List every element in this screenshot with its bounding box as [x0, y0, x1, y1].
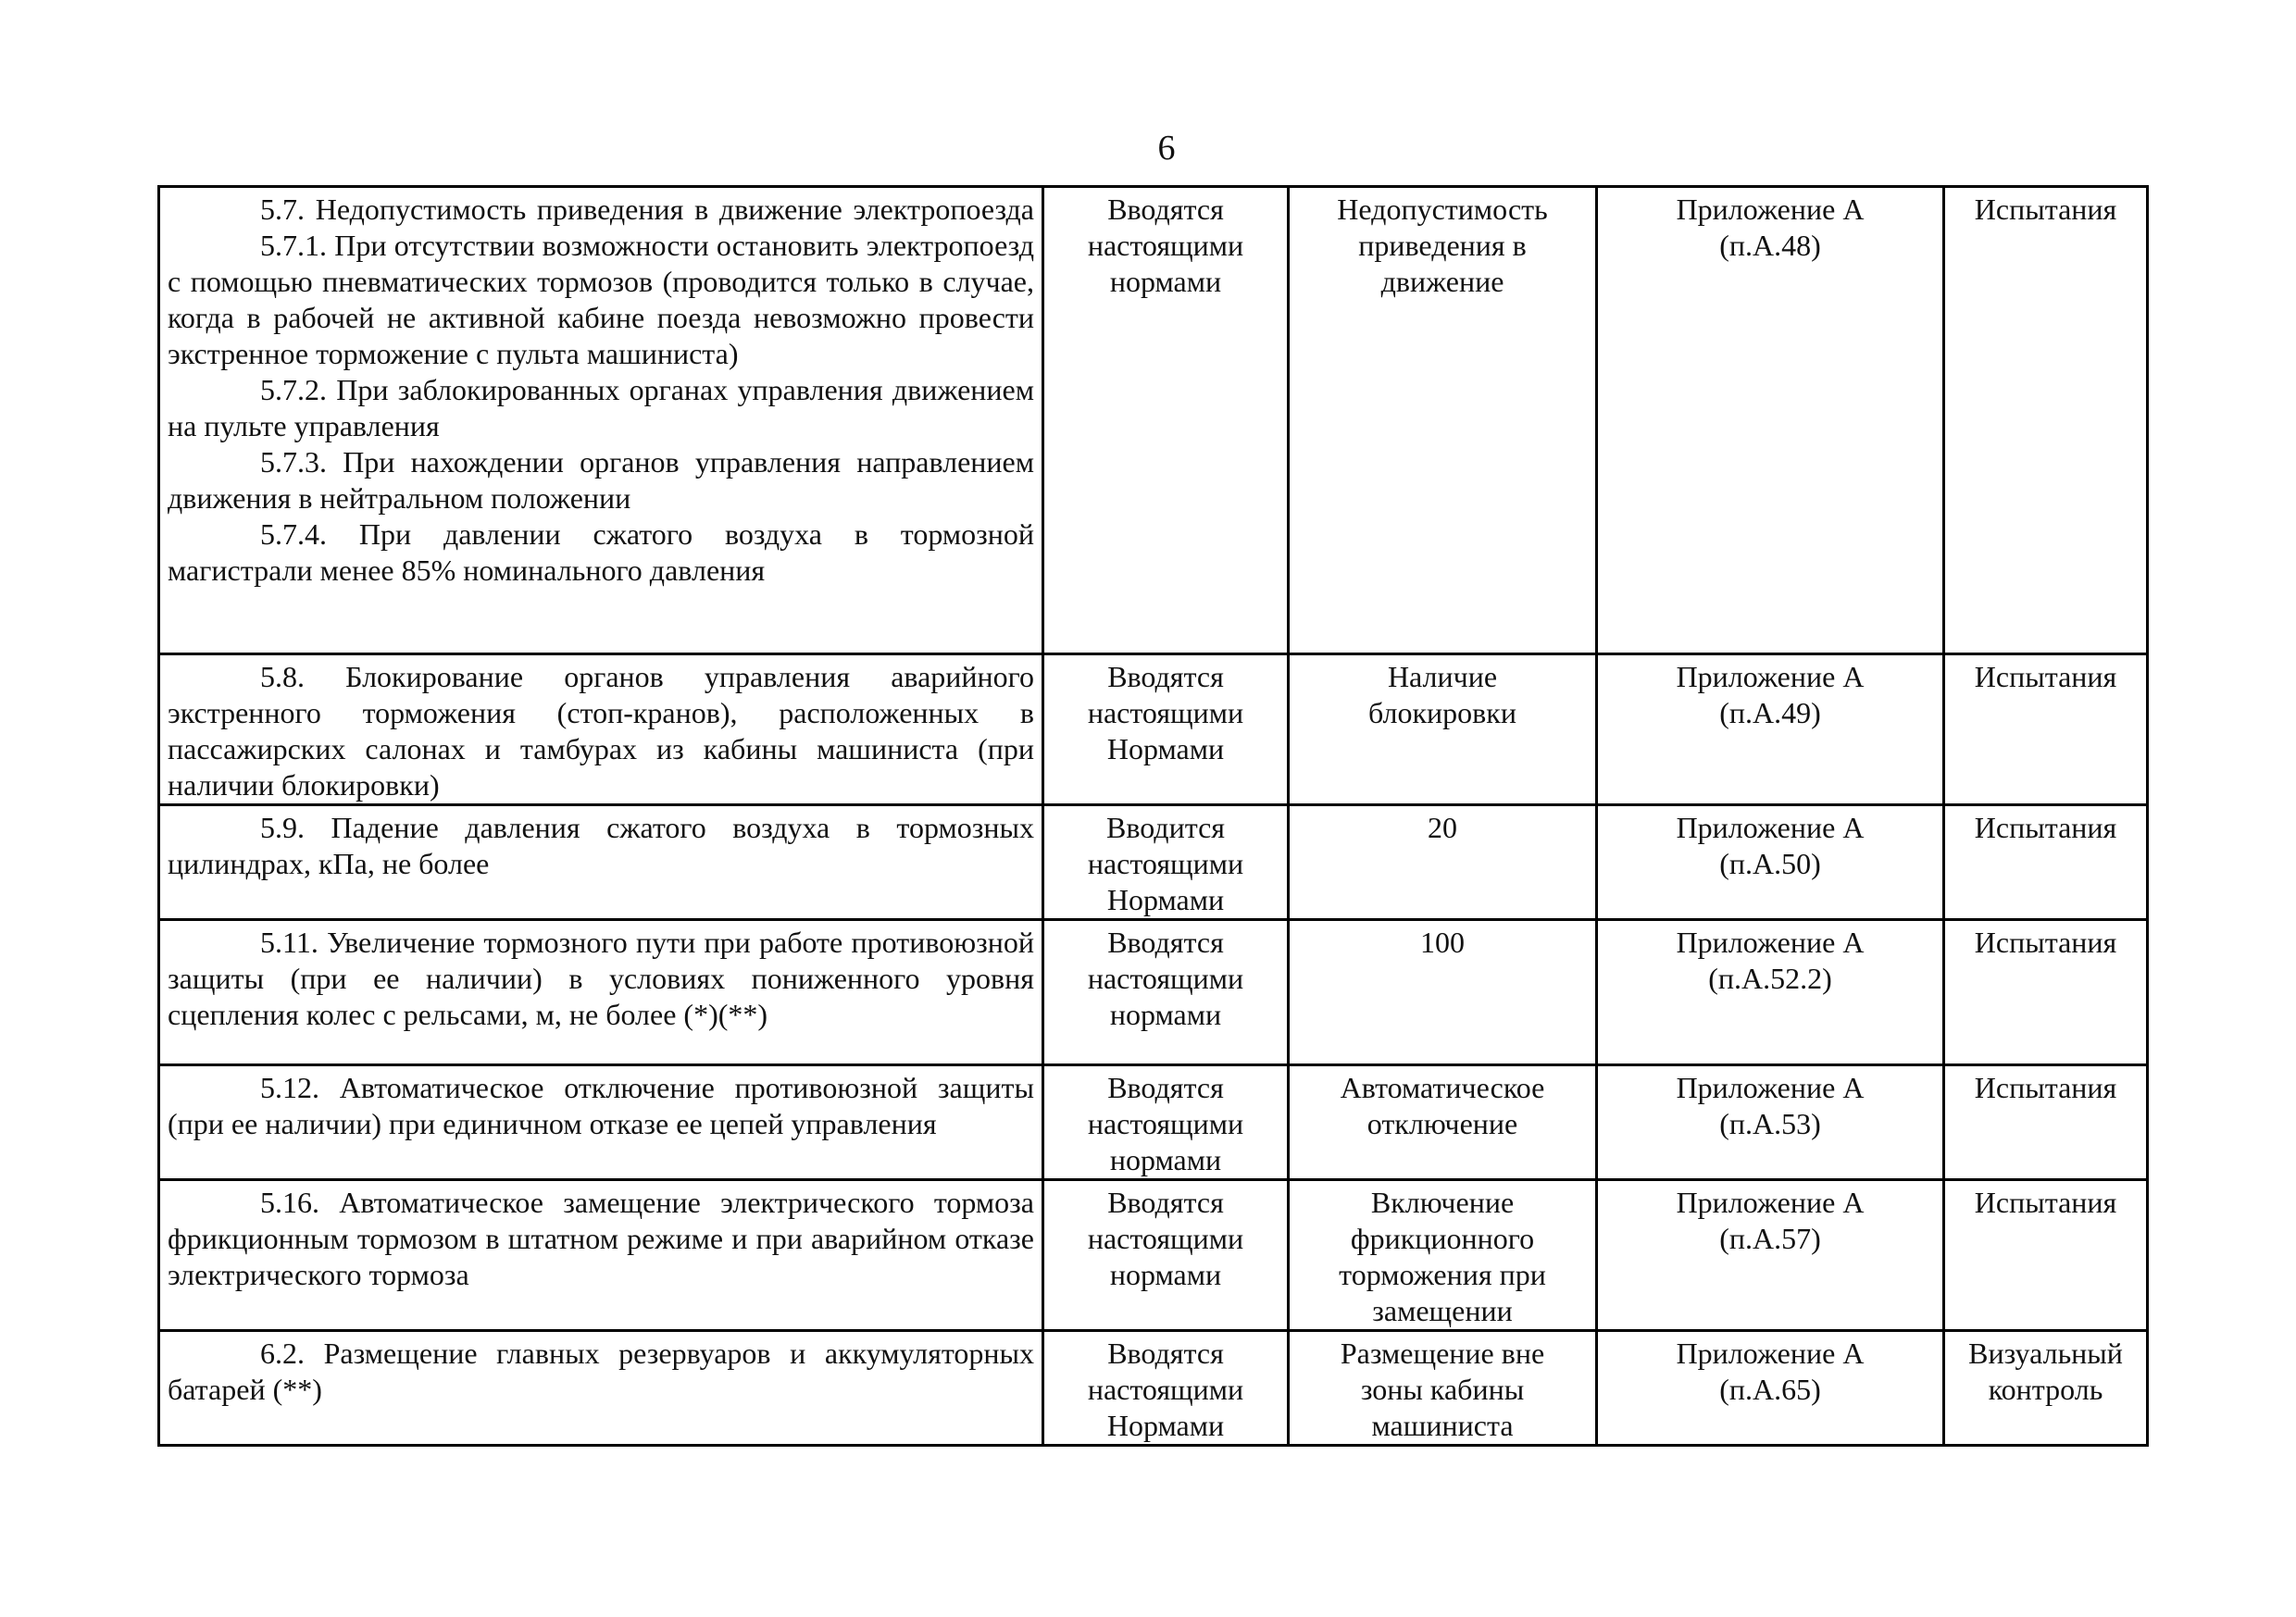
table-row	[159, 805, 2148, 920]
table-row	[159, 654, 2148, 805]
requirement-cell	[159, 654, 1043, 805]
method-cell	[1597, 654, 1944, 805]
cell-line: настоящими	[1087, 962, 1244, 995]
requirement-cell	[159, 1065, 1043, 1180]
cell-line: 20	[1428, 811, 1457, 844]
cell-line: приведения в	[1358, 229, 1527, 262]
requirement-cell	[159, 920, 1043, 1065]
cell-line: отключение	[1366, 1107, 1518, 1140]
cell-line: Размещение вне	[1340, 1337, 1545, 1370]
cell-line: (п.А.49)	[1719, 696, 1821, 729]
control-type-cell	[1944, 1180, 2148, 1331]
cell-line: Вводится	[1105, 811, 1225, 844]
requirements-table	[157, 185, 2149, 1447]
cell-line: настоящими	[1087, 1373, 1244, 1406]
introduced-by-cell	[1043, 187, 1289, 654]
introduced-by-cell	[1043, 654, 1289, 805]
cell-line: настоящими	[1087, 847, 1244, 880]
cell-line: зоны кабины	[1360, 1373, 1525, 1406]
method-cell	[1597, 1331, 1944, 1446]
cell-line: Вводятся	[1107, 660, 1224, 693]
cell-line: движение	[1380, 265, 1504, 298]
cell-line: Испытания	[1974, 926, 2117, 959]
cell-line: (п.А.65)	[1719, 1373, 1821, 1406]
control-type-cell	[1944, 1331, 2148, 1446]
introduced-by-cell	[1043, 1331, 1289, 1446]
cell-line: Визуальный	[1968, 1337, 2123, 1370]
requirement-text: 6.2. Размещение главных резервуаров и аккумуляторных батарей (**)	[168, 1337, 1034, 1406]
cell-line: (п.А.53)	[1719, 1107, 1821, 1140]
cell-line: (п.А.57)	[1719, 1222, 1821, 1255]
cell-line: Вводятся	[1107, 1186, 1224, 1219]
cell-line: Приложение А	[1676, 660, 1865, 693]
page-number: 6	[1157, 129, 1176, 168]
cell-line: Вводятся	[1107, 1071, 1224, 1104]
cell-line: настоящими	[1087, 1107, 1244, 1140]
requirement-text: 5.7.1. При отсутствии возможности остановить электропоезд с помощью пневматических тормозов (проводится только в случае, когда в рабочей не активной кабине поезда невозможно провести экстренное торможение с пульта машиниста)	[168, 229, 1034, 370]
table-row	[159, 1331, 2148, 1446]
cell-line: Автоматическое	[1340, 1071, 1545, 1104]
control-type-cell	[1944, 920, 2148, 1065]
control-type-cell	[1944, 805, 2148, 920]
cell-line: Включение	[1370, 1186, 1515, 1219]
cell-line: Приложение А	[1676, 926, 1865, 959]
cell-line: настоящими	[1087, 1222, 1244, 1255]
cell-line: нормами	[1109, 1258, 1222, 1291]
cell-line: Испытания	[1974, 660, 2117, 693]
introduced-by-cell	[1043, 1065, 1289, 1180]
cell-line: настоящими	[1087, 229, 1244, 262]
requirement-cell	[159, 1331, 1043, 1446]
introduced-by-cell	[1043, 805, 1289, 920]
table-row	[159, 187, 2148, 654]
norm-value-cell	[1289, 920, 1597, 1065]
cell-line: (п.А.50)	[1719, 847, 1821, 880]
cell-line: замещении	[1372, 1294, 1513, 1327]
cell-line: Испытания	[1974, 811, 2117, 844]
requirement-text: 5.12. Автоматическое отключение противоюзной защиты (при ее наличии) при единичном отказе ее цепей управления	[168, 1071, 1034, 1140]
cell-line: Нормами	[1106, 883, 1225, 916]
requirement-text: 5.7. Недопустимость приведения в движение электропоезда	[260, 193, 1034, 226]
requirement-text: 5.9. Падение давления сжатого воздуха в тормозных цилиндрах, кПа, не более	[168, 811, 1034, 880]
cell-line: Приложение А	[1676, 1071, 1865, 1104]
cell-line: (п.А.52.2)	[1708, 962, 1832, 995]
cell-line: фрикционного	[1350, 1222, 1535, 1255]
cell-line: настоящими	[1087, 696, 1244, 729]
requirement-text: 5.7.2. При заблокированных органах управления движением на пульте управления	[168, 373, 1034, 442]
method-cell	[1597, 805, 1944, 920]
cell-line: нормами	[1109, 998, 1222, 1031]
cell-line: Приложение А	[1676, 1337, 1865, 1370]
cell-line: машиниста	[1371, 1409, 1514, 1442]
control-type-cell	[1944, 1065, 2148, 1180]
method-cell	[1597, 187, 1944, 654]
cell-line: Нормами	[1106, 1409, 1225, 1442]
requirement-cell	[159, 1180, 1043, 1331]
cell-line: нормами	[1109, 1143, 1222, 1176]
norm-value-cell	[1289, 1065, 1597, 1180]
cell-line: блокировки	[1368, 696, 1516, 729]
cell-line: нормами	[1109, 265, 1222, 298]
norm-value-cell	[1289, 654, 1597, 805]
cell-line: Вводятся	[1107, 193, 1224, 226]
cell-line: (п.А.48)	[1719, 229, 1821, 262]
requirement-text: 5.8. Блокирование органов управления аварийного экстренного торможения (стоп-кранов), расположенных в пассажирских салонах и тамбурах из кабины машиниста (при наличии блокировки)	[168, 660, 1034, 802]
requirement-cell	[159, 805, 1043, 920]
control-type-cell	[1944, 187, 2148, 654]
control-type-cell	[1944, 654, 2148, 805]
cell-line: Приложение А	[1676, 193, 1865, 226]
requirement-text: 5.16. Автоматическое замещение электрического тормоза фрикционным тормозом в штатном режиме и при аварийном отказе электрического тормоза	[168, 1186, 1034, 1291]
cell-line: Приложение А	[1676, 811, 1865, 844]
method-cell	[1597, 1065, 1944, 1180]
table-row	[159, 1180, 2148, 1331]
cell-line: контроль	[1988, 1373, 2103, 1406]
norm-value-cell	[1289, 1180, 1597, 1331]
requirement-text: 5.11. Увеличение тормозного пути при работе противоюзной защиты (при ее наличии) в условиях пониженного уровня сцепления колес с рельсами, м, не более (*)(**)	[168, 926, 1034, 1031]
introduced-by-cell	[1043, 1180, 1289, 1331]
requirement-cell	[159, 187, 1043, 654]
table-row	[159, 920, 2148, 1065]
cell-line: Испытания	[1974, 1071, 2117, 1104]
norm-value-cell	[1289, 1331, 1597, 1446]
cell-line: Наличие	[1387, 660, 1498, 693]
cell-line: торможения при	[1339, 1258, 1546, 1291]
cell-line: Вводятся	[1107, 1337, 1224, 1370]
method-cell	[1597, 920, 1944, 1065]
method-cell	[1597, 1180, 1944, 1331]
introduced-by-cell	[1043, 920, 1289, 1065]
norm-value-cell	[1289, 805, 1597, 920]
cell-line: Вводятся	[1107, 926, 1224, 959]
cell-line: Недопустимость	[1337, 193, 1548, 226]
cell-line: Нормами	[1106, 732, 1225, 765]
cell-line: Испытания	[1974, 1186, 2117, 1219]
requirement-text: 5.7.3. При нахождении органов управления направлением движения в нейтральном положении	[168, 445, 1034, 515]
cell-line: Приложение А	[1676, 1186, 1865, 1219]
cell-line: Испытания	[1974, 193, 2117, 226]
requirement-text: 5.7.4. При давлении сжатого воздуха в тормозной магистрали менее 85% номинального давления	[168, 517, 1034, 587]
cell-line: 100	[1420, 926, 1465, 959]
table-row	[159, 1065, 2148, 1180]
norm-value-cell	[1289, 187, 1597, 654]
